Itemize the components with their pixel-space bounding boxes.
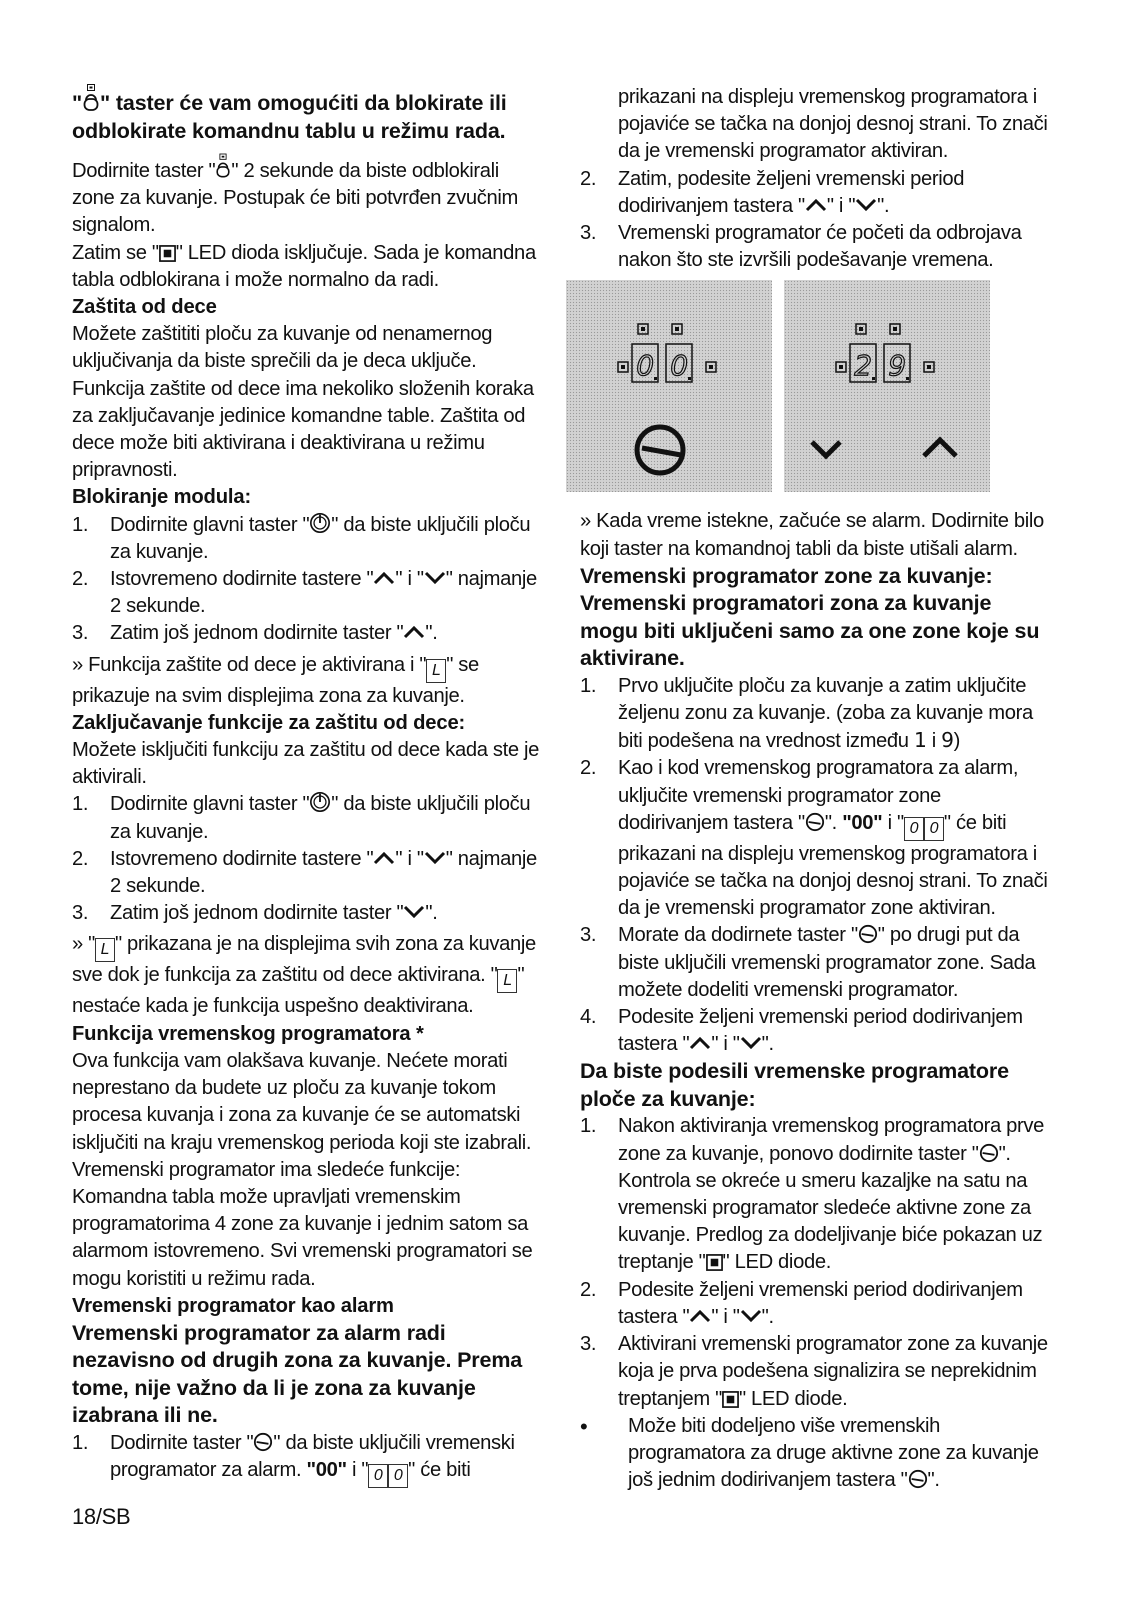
unlock-function-result: » " L " prikazana je na displejima svih zona za kuvanje sve dok je funkcija za zaštitu od dece aktivirana. " L " nestaće kada je funkcija uspešno deaktivirana. xyxy=(72,933,536,1018)
display-zero-icon: 0 xyxy=(924,817,944,841)
down-arrow-icon xyxy=(424,571,446,585)
panel1-digit-1: 0 xyxy=(636,349,654,383)
right-column xyxy=(580,84,1050,1494)
list-item: 3. Aktivirani vremenski programator zone za kuvanje koja je prva podešena signalizira se neprekidnim treptanjem " " LED diode. xyxy=(580,1333,1048,1410)
lock-display-icon: L xyxy=(497,969,517,993)
panel1-digit-2: 0 xyxy=(670,349,688,383)
lock-display-icon: L xyxy=(95,938,115,962)
led-icon xyxy=(159,245,176,262)
down-arrow-icon xyxy=(424,851,446,865)
alarm-timer-steps-cont xyxy=(580,166,1050,275)
zone-timer-steps xyxy=(580,673,1050,1059)
up-arrow-icon xyxy=(689,1036,711,1050)
lock-intro-heading: " " taster će vam omogućiti da blokirate ili odblokirate komandnu tablu u režimu rada. xyxy=(72,84,542,145)
list-item: 1. Prvo uključite ploču za kuvanje a zatim uključite željenu zonu za kuvanje. (zoba za kuvanje mora biti podešena na vrednost između 1 i 9) xyxy=(580,674,1033,753)
up-arrow-icon xyxy=(403,625,425,639)
zone-timer-heading: Vremenski programator zone za kuvanje: xyxy=(580,563,993,588)
display-zero-icon: 0 xyxy=(904,817,924,841)
panel2-digit-1: 2 xyxy=(854,349,872,383)
hob-timer-heading: Da biste podesili vremenske programatore ploče za kuvanje: xyxy=(580,1059,1009,1111)
unlock-paragraph: Dodirnite taster " " 2 sekunde da biste odblokirali zone za kuvanje. Postupak će biti potvrđen zvučnim signalom. xyxy=(72,153,542,240)
continuation-text: prikazani na displeju vremenskog programatora i pojaviće se tačka na donjoj desnoj strani. To znači da je vremenski programator aktiviran. xyxy=(618,86,1048,163)
control-panel-illustrations xyxy=(566,280,1050,498)
panel-timer-zero xyxy=(566,280,772,492)
list-item: 3. Vremenski programator će početi da odbrojava nakon što ste izvršili podešavanje vremena. xyxy=(580,222,1022,272)
block-module-heading: Blokiranje modula: xyxy=(72,486,252,509)
list-item: 1. Dodirnite glavni taster " " da biste uključili ploču za kuvanje. xyxy=(72,513,531,563)
list-item: 2. Zatim, podesite željeni vremenski period dodirivanjem tastera " " i " ". xyxy=(580,167,965,217)
lock-button-icon xyxy=(82,84,100,112)
timer-icon xyxy=(979,1143,999,1163)
down-arrow-icon xyxy=(855,198,877,212)
up-arrow-icon xyxy=(373,851,395,865)
list-item: 2. Podesite željeni vremenski period dodirivanjem tastera " " i " ". xyxy=(580,1278,1023,1328)
list-item: 2. Istovremeno dodirnite tastere " " i " " najmanje 2 sekunde. xyxy=(72,568,537,618)
child-lock-heading: Zaštita od dece xyxy=(72,296,217,319)
unlock-led-paragraph: Zatim se " " LED dioda isključuje. Sada je komandna tabla odblokirana i može normalno da radi. xyxy=(72,241,536,291)
power-icon xyxy=(309,791,331,813)
up-arrow-icon xyxy=(805,198,827,212)
unlock-function-text: Možete isključiti funkciju za zaštitu od dece kada ste je aktivirali. xyxy=(72,739,540,789)
list-item: 3. Zatim još jednom dodirnite taster " ". xyxy=(72,902,438,925)
child-lock-text: Možete zaštititi ploču za kuvanje od nenamernog uključivanja da biste sprečili da je deca uključe. Funkcija zaštite od dece ima nekoliko složenih koraka za zaključavanje jedinice komandne table. Zaštita od dece može biti aktivirana i deaktivirana u režimu pripravnosti. xyxy=(72,323,534,482)
unlock-function-steps xyxy=(72,791,542,927)
down-arrow-icon xyxy=(740,1309,762,1323)
list-item: 4. Podesite željeni vremenski period dodirivanjem tastera " " i " ". xyxy=(580,1006,1023,1056)
timer-icon xyxy=(253,1432,273,1452)
block-module-steps xyxy=(72,512,542,648)
page-number: 18/SB xyxy=(72,1504,131,1529)
display-zero-icon: 0 xyxy=(388,1464,408,1488)
timer-function-text: Ova funkcija vam olakšava kuvanje. Nećete morati neprestano da budete uz ploču za kuvanje tokom procesa kuvanja i zona za kuvanje će se automatski isključiti na kraju vremenskog perioda koji ste izabrali. Vremenski programator ima sledeće funkcije: Komandna tabla može upravljati vremenskim programatorima 4 zone za kuvanje i jednim satom sa alarmom istovremeno. Svi vremenski programatori se mogu koristiti u režimu rada. xyxy=(72,1049,533,1290)
timer-icon xyxy=(805,812,825,832)
up-arrow-icon xyxy=(689,1309,711,1323)
list-item: 2. Kao i kod vremenskog programatora za alarm, uključite vremenski programator zone dodirivanjem tastera " ". "00" i " 0 0 " će biti prikazani na displeju vremenskog programatora i pojaviće se tačka na donjoj desnoj strani. To znači da je vremenski programator zone aktiviran. xyxy=(580,757,1048,920)
zone-timer-intro: Vremenski programatori zona za kuvanje mogu biti uključeni samo za one zone koje su aktivirane. xyxy=(580,591,1040,671)
panel-timer-set xyxy=(784,280,990,492)
hob-timer-steps xyxy=(580,1113,1050,1412)
alarm-result: » Kada vreme istekne, začuće se alarm. Dodirnite bilo koji taster na komandnoj tabli da biste utišali alarm. xyxy=(580,510,1044,560)
lock-button-icon xyxy=(215,153,231,179)
bullet-item: • Može biti dodeljeno više vremenskih programatora za druge aktivne zone za kuvanje još jednim dodirivanjem tastera " ". xyxy=(580,1413,1039,1492)
panel2-digit-2: 9 xyxy=(888,349,906,383)
display-zero-icon: 0 xyxy=(368,1464,388,1488)
list-item: 2. Istovremeno dodirnite tastere " " i " " najmanje 2 sekunde. xyxy=(72,847,537,898)
led-icon xyxy=(722,1391,739,1408)
alarm-timer-intro: Vremenski programator za alarm radi nezavisno od drugih zona za kuvanje. Prema tome, nije važno da li je zona za kuvanje izabrana ili ne. xyxy=(72,1320,523,1428)
alarm-timer-heading: Vremenski programator kao alarm xyxy=(72,1294,394,1317)
left-column xyxy=(72,84,542,1488)
list-item: 1. Dodirnite taster " " da biste uključili vremenski programator za alarm. "00" i " 0 0 " će biti xyxy=(72,1430,542,1488)
power-icon xyxy=(309,512,331,534)
list-item: 1. Nakon aktiviranja vremenskog programatora prve zone za kuvanje, ponovo dodirnite taster " ". Kontrola se okreće u smeru kazaljke na satu na vremenski programator sledeće aktivne zone za kuvanje. Predlog za dodeljivanje biće pokazan uz treptanje " " LED diode. xyxy=(580,1115,1044,1274)
alarm-timer-steps xyxy=(72,1430,542,1488)
lock-display-icon: L xyxy=(426,659,446,683)
timer-function-heading: Funkcija vremenskog programatora * xyxy=(72,1022,424,1045)
up-arrow-icon xyxy=(373,571,395,585)
list-item: 1. Dodirnite glavni taster " " da biste uključili ploču za kuvanje. xyxy=(72,793,531,843)
up-button-icon[interactable] xyxy=(924,440,956,456)
led-icon xyxy=(706,1254,723,1271)
unlock-function-heading: Zaključavanje funkcije za zaštitu od dece: xyxy=(72,711,466,734)
timer-icon xyxy=(858,924,878,944)
down-arrow-icon xyxy=(740,1036,762,1050)
list-item: 3. Zatim još jednom dodirnite taster " ". xyxy=(72,622,438,645)
timer-icon xyxy=(908,1469,928,1489)
timer-button-icon[interactable] xyxy=(637,427,683,473)
child-lock-result: » Funkcija zaštite od dece je aktivirana i " L " se prikazuje na svim displejima zona za kuvanje. xyxy=(72,653,479,707)
down-arrow-icon xyxy=(403,905,425,919)
down-button-icon[interactable] xyxy=(812,442,840,456)
list-item: 3. Morate da dodirnete taster " " po drugi put da biste uključili vremenski programator zone. Sada možete dodeliti vremenski programator. xyxy=(580,924,1036,1001)
